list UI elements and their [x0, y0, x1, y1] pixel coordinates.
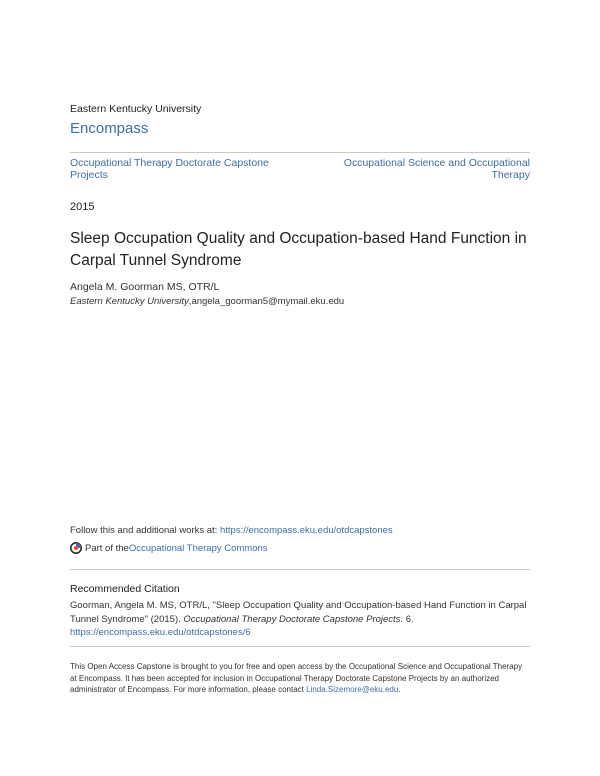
follow-line: [70, 525, 393, 536]
citation-text: [70, 599, 530, 640]
institution-name: Eastern Kentucky University: [70, 103, 202, 115]
access-notice: [70, 661, 530, 696]
divider-middle: [70, 569, 530, 570]
collection-link-department[interactable]: Occupational Science and Occupational Therapy: [343, 157, 530, 181]
contact-email-link[interactable]: Linda.Sizemore@eku.edu: [306, 685, 399, 694]
document-title: Sleep Occupation Quality and Occupation-based Hand Function in Carpal Tunnel Syndrome: [70, 230, 527, 269]
follow-prefix: Follow this and additional works at:: [70, 525, 220, 536]
collection-link-capstone[interactable]: Occupational Therapy Doctorate Capstone Projects: [70, 157, 269, 181]
citation-link[interactable]: https://encompass.eku.edu/otdcapstones/6: [70, 627, 251, 638]
divider-top: [70, 152, 530, 153]
divider-bottom: [70, 646, 530, 647]
author-email: angela_goorman5@mymail.eku.edu: [191, 296, 345, 307]
author-name: Angela M. Goorman MS, OTR/L: [70, 281, 220, 293]
affiliation-separator: ,: [188, 296, 192, 307]
citation-body: Goorman, Angela M. MS, OTR/L, "Sleep Occupation Quality and Occupation-based Hand Function in Carpal Tunnel Syndrome" (2015).: [70, 600, 527, 625]
citation-number: . 6.: [400, 613, 414, 625]
publication-year: 2015: [70, 201, 95, 213]
citation-heading: Recommended Citation: [70, 583, 180, 595]
repository-link[interactable]: Encompass: [70, 120, 149, 137]
follow-link[interactable]: https://encompass.eku.edu/otdcapstones: [219, 525, 393, 536]
affiliation-name: Eastern Kentucky University: [70, 296, 189, 307]
commons-network-icon: [70, 542, 82, 554]
notice-end: .: [398, 685, 401, 694]
part-of-line: [70, 542, 268, 554]
citation-series: Occupational Therapy Doctorate Capstone Projects: [183, 613, 401, 625]
notice-text: This Open Access Capstone is brought to you for free and open access by the Occupational Science and Occupational Therapy at Encompass. It has been accepted for inclusion in Occupational Therapy Doctorate Capstone Projects by an authorized administrator of Encompass. For more information, please contact: [70, 662, 523, 694]
author-affiliation: [70, 296, 344, 307]
part-of-prefix: Part of the: [85, 542, 129, 554]
commons-link[interactable]: Occupational Therapy Commons: [128, 542, 268, 554]
